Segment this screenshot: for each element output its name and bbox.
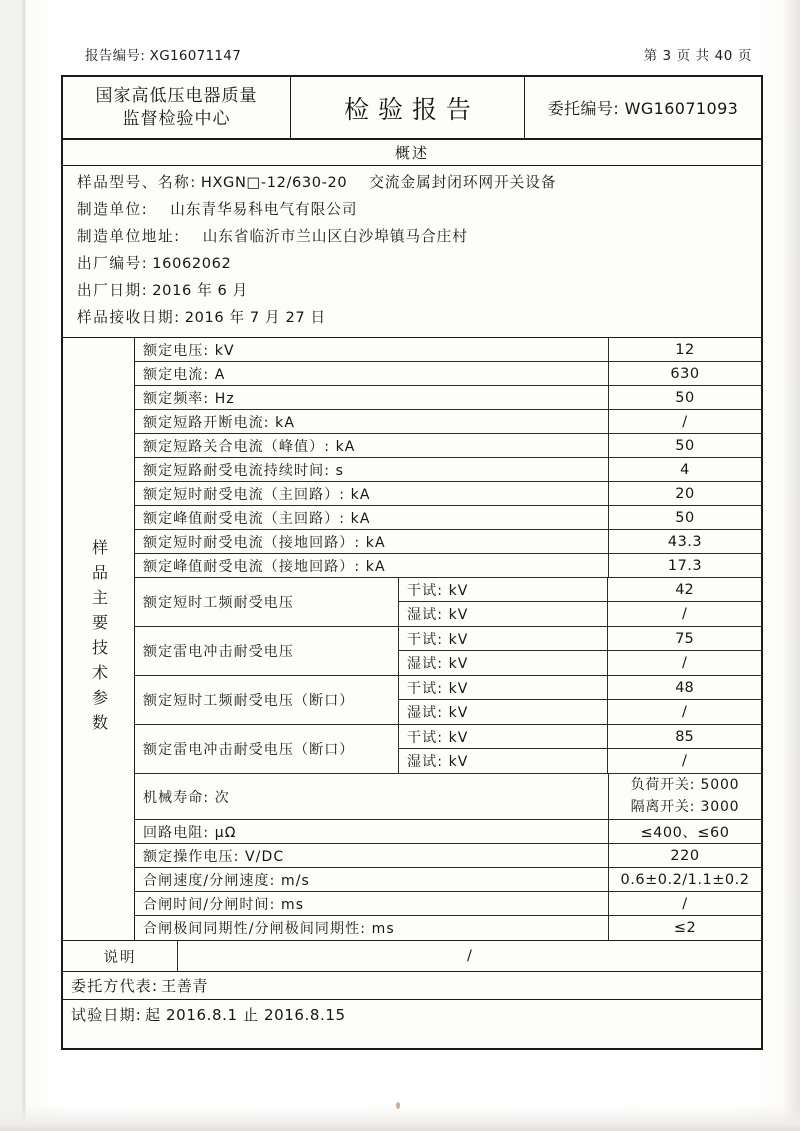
entrust-number: 委托编号: WG16071093 <box>547 99 739 118</box>
page-header-meta <box>85 44 770 66</box>
param-name: 额定雷电冲击耐受电压 <box>135 627 399 675</box>
report-number-value: XG16071147 <box>149 48 242 64</box>
test-date-row <box>63 1000 761 1028</box>
param-name: 额定电压: kV <box>143 342 235 359</box>
masthead <box>63 77 761 140</box>
param-value: 630 <box>608 362 761 385</box>
param-value: 4 <box>608 458 761 481</box>
table-row-group <box>135 627 761 676</box>
table-row <box>135 338 761 362</box>
issuing-organization <box>63 77 291 138</box>
param-name: 额定操作电压: V/DC <box>143 848 285 865</box>
param-value: 43.3 <box>608 530 761 553</box>
note-value: / <box>467 948 472 964</box>
mech-life-isolation-switch: 隔离开关: 3000 <box>630 798 740 815</box>
sub-param-value: / <box>682 606 687 622</box>
param-name: 额定峰值耐受电流（接地回路）: kA <box>143 558 386 575</box>
note-label: 说明 <box>63 941 178 971</box>
side-label-text: 样品主要技术参数 <box>89 539 109 739</box>
param-name: 额定频率: Hz <box>143 390 235 407</box>
info-row-model <box>63 170 761 197</box>
mfg-date-value: 2016 年 6 月 <box>152 282 248 300</box>
table-side-label <box>63 338 135 940</box>
sample-info-block <box>63 166 761 338</box>
info-row-address <box>63 224 761 251</box>
param-value: 20 <box>608 482 761 505</box>
param-value: / <box>608 892 761 915</box>
table-sub-row <box>399 627 761 651</box>
param-value: ≤400、≤60 <box>608 820 761 843</box>
receive-date-label: 样品接收日期: <box>77 309 181 327</box>
sub-param-label: 湿试: kV <box>399 749 608 773</box>
info-row-receive-date <box>63 305 761 332</box>
param-sub-rows <box>399 676 761 724</box>
address-value: 山东省临沂市兰山区白沙埠镇马合庄村 <box>202 228 468 246</box>
param-sub-rows <box>399 627 761 675</box>
param-value: 17.3 <box>608 554 761 577</box>
model-label: 样品型号、名称: <box>77 174 197 192</box>
param-sub-rows <box>399 578 761 626</box>
param-name: 合闸速度/分闸速度: m/s <box>143 872 310 889</box>
param-value <box>608 774 761 819</box>
param-value: 0.6±0.2/1.1±0.2 <box>608 868 761 891</box>
info-row-mfg-date <box>63 278 761 305</box>
info-row-serial <box>63 251 761 278</box>
address-label: 制造单位地址: <box>77 228 181 246</box>
table-row-group <box>135 725 761 774</box>
param-name: 额定短路开断电流: kA <box>143 414 296 431</box>
param-value: 12 <box>608 338 761 361</box>
table-row <box>135 482 761 506</box>
model-value: HXGN□-12/630-20 <box>200 174 348 192</box>
table-row-group <box>135 676 761 725</box>
table-sub-row <box>399 602 761 626</box>
param-sub-rows <box>399 725 761 773</box>
table-sub-row <box>399 749 761 773</box>
sub-param-value: / <box>682 753 687 769</box>
table-row <box>135 362 761 386</box>
sub-param-label: 湿试: kV <box>399 602 608 626</box>
table-row <box>135 530 761 554</box>
param-name: 额定短时工频耐受电压（断口） <box>135 676 399 724</box>
sub-param-value: / <box>682 655 687 671</box>
table-row <box>135 892 761 916</box>
table-row <box>135 434 761 458</box>
technical-parameters-table <box>63 338 761 941</box>
client-representative-label: 委托方代表: <box>71 977 159 995</box>
sub-param-label: 湿试: kV <box>399 700 608 724</box>
param-name: 合闸极间同期性/分闸极间同期性: ms <box>143 921 395 937</box>
model-name: 交流金属封闭环网开关设备 <box>369 174 557 192</box>
param-value: 50 <box>608 386 761 409</box>
param-name: 回路电阻: μΩ <box>143 824 237 841</box>
note-row <box>63 941 761 972</box>
report-number-label: 报告编号: <box>85 48 146 64</box>
manufacturer-label: 制造单位: <box>77 201 149 219</box>
sub-param-value: 85 <box>675 728 694 745</box>
page-number: 第 3 页 共 40 页 <box>643 48 752 64</box>
technical-parameter-rows <box>135 338 761 940</box>
table-row <box>135 458 761 482</box>
table-row-group <box>135 578 761 627</box>
test-date-label: 试验日期: <box>71 1005 143 1024</box>
serial-label: 出厂编号: <box>77 255 149 273</box>
sub-param-value: 75 <box>675 630 694 647</box>
param-name: 额定短路关合电流（峰值）: kA <box>143 438 356 455</box>
table-row <box>135 554 761 578</box>
table-sub-row <box>399 725 761 749</box>
param-name: 额定短时工频耐受电压 <box>135 578 399 626</box>
report-number <box>85 44 241 64</box>
table-row <box>135 916 761 940</box>
sub-param-label: 干试: kV <box>399 578 608 601</box>
sub-param-label: 湿试: kV <box>399 651 608 675</box>
table-row <box>135 386 761 410</box>
param-value: 220 <box>608 844 761 867</box>
param-name: 额定短时耐受电流（接地回路）: kA <box>143 534 386 551</box>
client-representative-value: 王善青 <box>161 977 209 995</box>
test-date-value: 起 2016.8.1 止 2016.8.15 <box>145 1005 346 1024</box>
param-name: 机械寿命: 次 <box>143 789 230 806</box>
sub-param-label: 干试: kV <box>399 627 608 650</box>
document-title: 检验报告 <box>291 77 525 138</box>
param-name: 额定短路耐受电流持续时间: s <box>143 462 344 479</box>
table-row <box>135 774 761 820</box>
param-name: 合闸时间/分闸时间: ms <box>143 896 305 913</box>
manufacturer-value: 山东青华易科电气有限公司 <box>170 201 358 219</box>
param-value: / <box>608 410 761 433</box>
table-row <box>135 844 761 868</box>
table-row <box>135 820 761 844</box>
serial-value: 16062062 <box>152 255 232 273</box>
report-frame <box>61 75 763 1050</box>
param-name: 额定短时耐受电流（主回路）: kA <box>143 486 371 503</box>
table-sub-row <box>399 651 761 675</box>
info-row-manufacturer <box>63 197 761 224</box>
table-sub-row <box>399 578 761 602</box>
table-row <box>135 868 761 892</box>
org-line-2: 监督检验中心 <box>122 108 231 129</box>
table-sub-row <box>399 700 761 724</box>
param-value: ≤2 <box>608 916 761 940</box>
table-row <box>135 506 761 530</box>
param-name: 额定雷电冲击耐受电压（断口） <box>135 725 399 773</box>
mech-life-load-switch: 负荷开关: 5000 <box>630 776 740 793</box>
table-row <box>135 410 761 434</box>
receive-date-value: 2016 年 7 月 27 日 <box>184 309 326 327</box>
org-line-1: 国家高低压电器质量 <box>95 86 258 107</box>
sub-param-value: / <box>682 704 687 720</box>
mfg-date-label: 出厂日期: <box>77 282 149 300</box>
param-name: 额定电流: A <box>143 366 226 383</box>
scan-artifact-speck <box>396 1102 400 1109</box>
param-value: 50 <box>608 434 761 457</box>
overview-section-title: 概述 <box>63 140 761 166</box>
sub-param-label: 干试: kV <box>399 676 608 699</box>
table-sub-row <box>399 676 761 700</box>
sub-param-value: 48 <box>675 679 694 696</box>
client-representative-row <box>63 972 761 1000</box>
param-name: 额定峰值耐受电流（主回路）: kA <box>143 510 371 527</box>
sub-param-label: 干试: kV <box>399 725 608 748</box>
sub-param-value: 42 <box>675 581 694 598</box>
param-value: 50 <box>608 506 761 529</box>
